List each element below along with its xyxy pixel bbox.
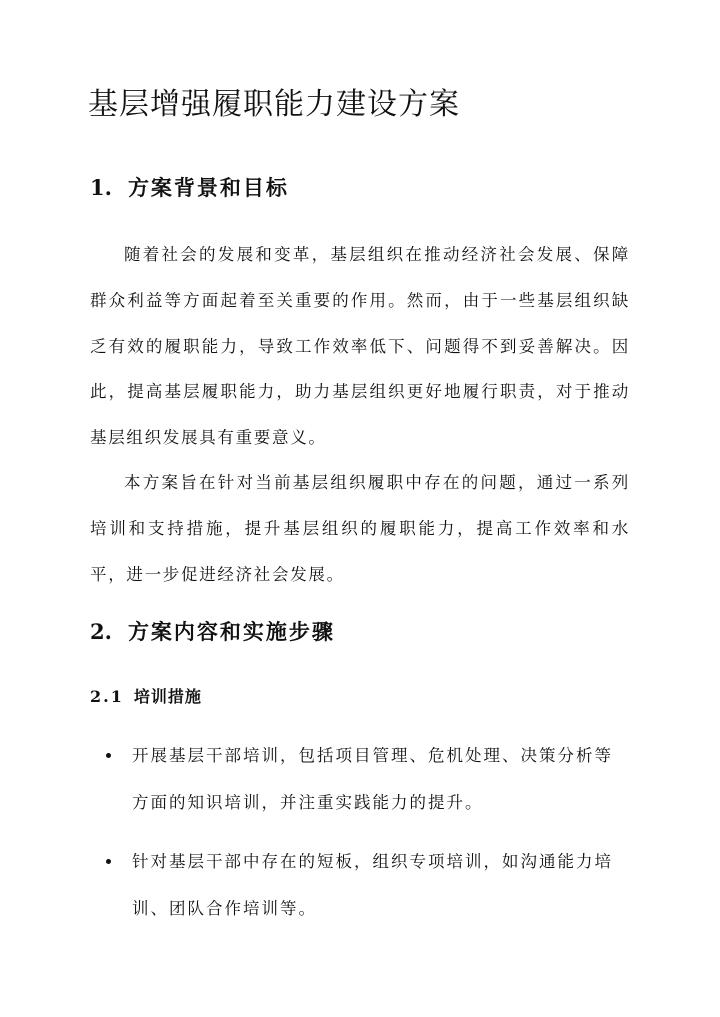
section-title: 方案背景和目标 (127, 175, 289, 200)
subsection-2-1-heading (90, 685, 202, 709)
bullet-icon (106, 753, 111, 758)
subsection-number: 2.1 (90, 687, 124, 706)
document-title: 基层增强履职能力建设方案 (88, 87, 460, 122)
section-title: 方案内容和实施步骤 (127, 619, 335, 644)
section-number: 2. (90, 619, 112, 644)
list-item (100, 838, 630, 932)
list-item-text: 针对基层干部中存在的短板，组织专项培训，如沟通能力培训、团队合作培训等。 (132, 852, 613, 918)
section-2-heading (90, 617, 335, 647)
bullet-icon (106, 859, 111, 864)
section-1-paragraph-1: 随着社会的发展和变革，基层组织在推动经济社会发展、保障群众利益等方面起着至关重要的作用。然而，由于一些基层组织缺乏有效的履职能力，导致工作效率低下、问题得不到妥善解决。因此，提高基层履职能力，助力基层组织更好地履行职责，对于推动基层组织发展具有重要意义。 (90, 245, 630, 448)
training-measures-list (100, 732, 630, 944)
list-item (100, 732, 630, 826)
list-item-text: 开展基层干部培训，包括项目管理、危机处理、决策分析等方面的知识培训，并注重实践能力的提升。 (132, 746, 613, 812)
section-1-paragraph-2: 本方案旨在针对当前基层组织履职中存在的问题，通过一系列培训和支持措施，提升基层组织的履职能力，提高工作效率和水平，进一步促进经济社会发展。 (90, 473, 630, 584)
subsection-title: 培训措施 (133, 687, 202, 706)
section-number: 1. (90, 175, 112, 200)
section-1-heading (90, 173, 289, 203)
